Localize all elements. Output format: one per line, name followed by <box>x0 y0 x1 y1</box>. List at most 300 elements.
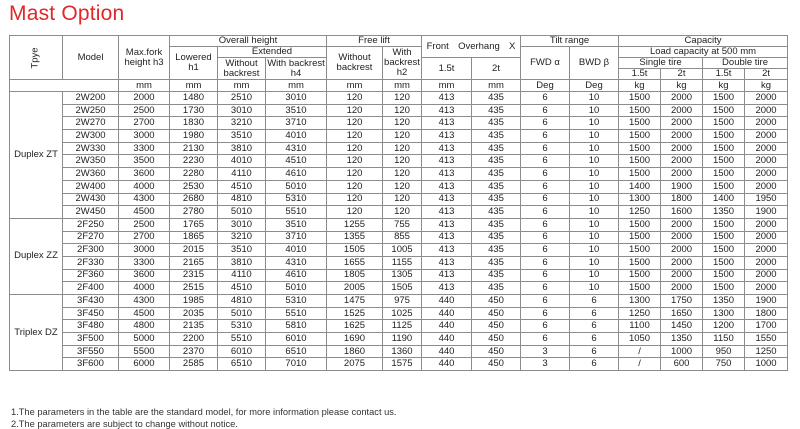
table-cell: 1500 <box>703 218 745 231</box>
table-cell: 1650 <box>661 307 703 320</box>
table-cell: 440 <box>422 333 472 346</box>
table-cell: 4510 <box>218 282 266 295</box>
table-cell: 2000 <box>745 104 788 117</box>
lowered-header: Lowered h1 <box>170 47 218 80</box>
table-cell: 1980 <box>170 130 218 143</box>
table-cell: 1500 <box>703 130 745 143</box>
table-cell: 1000 <box>745 358 788 371</box>
table-row <box>10 206 788 219</box>
table-row <box>10 193 788 206</box>
note-1: 1.The parameters in the table are the standard model, for more information please contact us. <box>11 407 397 417</box>
table-cell: 3510 <box>218 130 266 143</box>
table-cell: 6 <box>521 320 570 333</box>
table-cell: 6 <box>521 231 570 244</box>
table-cell: 450 <box>472 358 521 371</box>
table-cell: 6 <box>570 333 619 346</box>
table-cell: 435 <box>472 168 521 181</box>
table-cell: 6 <box>570 295 619 308</box>
table-cell: 2315 <box>170 269 218 282</box>
table-cell: 2370 <box>170 345 218 358</box>
table-cell: / <box>619 358 661 371</box>
free-lift-header: Free lift <box>327 36 422 47</box>
unit-cell: kg <box>745 80 788 92</box>
table-cell: 1500 <box>619 231 661 244</box>
table-cell: 2000 <box>661 104 703 117</box>
table-cell: 3300 <box>119 142 170 155</box>
table-cell: 10 <box>570 244 619 257</box>
table-cell: 413 <box>422 256 472 269</box>
cap-single-15t-header: 1.5t <box>619 69 661 80</box>
table-cell: 4810 <box>218 193 266 206</box>
table-cell: 6510 <box>266 345 327 358</box>
table-cell: 120 <box>327 168 383 181</box>
group-label: Triplex DZ <box>10 295 63 371</box>
table-cell: 2700 <box>119 117 170 130</box>
unit-cell: mm <box>472 80 521 92</box>
unit-cell: mm <box>218 80 266 92</box>
table-cell: 1500 <box>703 231 745 244</box>
table-cell: 5510 <box>266 206 327 219</box>
table-cell: 1900 <box>745 206 788 219</box>
table-cell: 1500 <box>703 117 745 130</box>
table-cell: 450 <box>472 320 521 333</box>
table-cell: 2000 <box>661 142 703 155</box>
table-cell: 2000 <box>745 269 788 282</box>
table-cell: 6000 <box>119 358 170 371</box>
table-cell: 2000 <box>661 282 703 295</box>
table-cell: 120 <box>327 130 383 143</box>
table-cell: 2000 <box>661 130 703 143</box>
table-cell: 2200 <box>170 333 218 346</box>
table-cell: / <box>619 345 661 358</box>
table-cell: 1750 <box>661 295 703 308</box>
table-cell: 435 <box>472 130 521 143</box>
table-cell: 450 <box>472 307 521 320</box>
extended-header: Extended <box>218 47 327 58</box>
table-cell: 435 <box>472 180 521 193</box>
table-cell: 10 <box>570 168 619 181</box>
table-cell: 6 <box>521 117 570 130</box>
table-cell: 1625 <box>327 320 383 333</box>
table-cell: 10 <box>570 117 619 130</box>
table-cell: 450 <box>472 345 521 358</box>
table-cell: 120 <box>383 130 422 143</box>
table-cell: 10 <box>570 269 619 282</box>
table-cell: 6 <box>521 206 570 219</box>
table-cell: 2135 <box>170 320 218 333</box>
table-cell: 1025 <box>383 307 422 320</box>
table-cell: 5510 <box>266 307 327 320</box>
table-cell: 3510 <box>218 244 266 257</box>
table-cell: 5310 <box>266 193 327 206</box>
table-cell: 2000 <box>661 168 703 181</box>
table-cell: 1500 <box>619 282 661 295</box>
table-cell: 120 <box>327 206 383 219</box>
table-cell: 1500 <box>703 142 745 155</box>
model-cell: 3F480 <box>63 320 119 333</box>
table-cell: 4510 <box>266 155 327 168</box>
table-cell: 120 <box>327 92 383 105</box>
table-cell: 10 <box>570 206 619 219</box>
table-cell: 1500 <box>619 130 661 143</box>
table-cell: 120 <box>327 193 383 206</box>
table-cell: 2000 <box>745 244 788 257</box>
table-cell: 413 <box>422 117 472 130</box>
table-cell: 600 <box>661 358 703 371</box>
table-cell: 10 <box>570 142 619 155</box>
table-cell: 1350 <box>703 295 745 308</box>
max-fork-height-header: Max.fork height h3 <box>119 36 170 80</box>
table-cell: 6 <box>521 130 570 143</box>
table-cell: 10 <box>570 218 619 231</box>
table-cell: 2585 <box>170 358 218 371</box>
table-cell: 5310 <box>266 295 327 308</box>
table-cell: 2000 <box>745 231 788 244</box>
table-cell: 1155 <box>383 256 422 269</box>
table-cell: 413 <box>422 104 472 117</box>
table-row <box>10 231 788 244</box>
table-cell: 6 <box>521 269 570 282</box>
table-cell: 3600 <box>119 269 170 282</box>
table-cell: 440 <box>422 345 472 358</box>
table-cell: 855 <box>383 231 422 244</box>
table-cell: 4510 <box>218 180 266 193</box>
table-cell: 435 <box>472 142 521 155</box>
group-label: Duplex ZT <box>10 92 63 219</box>
table-cell: 413 <box>422 168 472 181</box>
table-cell: 2780 <box>170 206 218 219</box>
table-cell: 120 <box>383 168 422 181</box>
table-cell: 4800 <box>119 320 170 333</box>
table-cell: 1125 <box>383 320 422 333</box>
table-cell: 10 <box>570 282 619 295</box>
table-cell: 1505 <box>383 282 422 295</box>
table-cell: 3 <box>521 345 570 358</box>
table-cell: 2000 <box>661 244 703 257</box>
model-cell: 2F250 <box>63 218 119 231</box>
table-cell: 3210 <box>218 231 266 244</box>
table-cell: 1865 <box>170 231 218 244</box>
table-cell: 2000 <box>745 180 788 193</box>
table-cell: 7010 <box>266 358 327 371</box>
table-cell: 1600 <box>661 206 703 219</box>
table-cell: 413 <box>422 155 472 168</box>
table-cell: 413 <box>422 130 472 143</box>
table-row <box>10 358 788 371</box>
table-cell: 1730 <box>170 104 218 117</box>
table-cell: 1500 <box>703 256 745 269</box>
table-cell: 120 <box>327 180 383 193</box>
table-cell: 2000 <box>661 231 703 244</box>
model-cell: 2W330 <box>63 142 119 155</box>
table-cell: 4310 <box>266 256 327 269</box>
model-cell: 2W200 <box>63 92 119 105</box>
table-cell: 6 <box>570 345 619 358</box>
table-row <box>10 295 788 308</box>
table-cell: 413 <box>422 206 472 219</box>
table-cell: 435 <box>472 155 521 168</box>
model-cell: 2W350 <box>63 155 119 168</box>
table-cell: 2000 <box>661 92 703 105</box>
table-row <box>10 244 788 257</box>
table-cell: 4300 <box>119 193 170 206</box>
table-row <box>10 345 788 358</box>
table-cell: 435 <box>472 92 521 105</box>
overhang-15t-header: 1.5t <box>422 58 472 80</box>
unit-cell: kg <box>661 80 703 92</box>
table-cell: 10 <box>570 256 619 269</box>
table-cell: 2000 <box>745 117 788 130</box>
table-row <box>10 256 788 269</box>
table-cell: 5500 <box>119 345 170 358</box>
table-cell: 2075 <box>327 358 383 371</box>
group-label: Duplex ZZ <box>10 218 63 294</box>
table-cell: 120 <box>327 117 383 130</box>
table-cell: 1575 <box>383 358 422 371</box>
free-lift-with-backrest-header: With backrest h2 <box>384 47 420 78</box>
tilt-range-header: Tilt range <box>521 36 619 47</box>
mast-option-table <box>9 35 788 371</box>
table-cell: 750 <box>703 358 745 371</box>
table-cell: 435 <box>472 269 521 282</box>
unit-blank <box>10 80 119 92</box>
table-cell: 950 <box>703 345 745 358</box>
cap-single-2t-header: 2t <box>661 69 703 80</box>
table-cell: 5310 <box>218 320 266 333</box>
table-cell: 1000 <box>661 345 703 358</box>
table-cell: 6 <box>521 307 570 320</box>
table-cell: 413 <box>422 269 472 282</box>
table-cell: 4310 <box>266 142 327 155</box>
table-cell: 1500 <box>703 155 745 168</box>
table-cell: 10 <box>570 92 619 105</box>
table-cell: 1500 <box>703 244 745 257</box>
table-cell: 2000 <box>745 282 788 295</box>
bwd-header: BWD β <box>570 47 619 80</box>
table-cell: 1500 <box>619 142 661 155</box>
load-capacity-header: Load capacity at 500 mm <box>619 47 788 58</box>
table-cell: 5510 <box>218 333 266 346</box>
table-cell: 435 <box>472 256 521 269</box>
table-cell: 1500 <box>703 282 745 295</box>
table-cell: 435 <box>472 282 521 295</box>
table-cell: 1500 <box>703 180 745 193</box>
table-cell: 755 <box>383 218 422 231</box>
table-cell: 4810 <box>218 295 266 308</box>
table-cell: 435 <box>472 206 521 219</box>
unit-cell: mm <box>383 80 422 92</box>
table-cell: 4300 <box>119 295 170 308</box>
overall-height-header: Overall height <box>170 36 327 47</box>
table-cell: 2000 <box>745 256 788 269</box>
unit-cell: Deg <box>521 80 570 92</box>
table-cell: 10 <box>570 180 619 193</box>
table-cell: 2130 <box>170 142 218 155</box>
table-cell: 3510 <box>266 104 327 117</box>
table-cell: 6 <box>521 92 570 105</box>
table-cell: 4610 <box>266 269 327 282</box>
table-cell: 1475 <box>327 295 383 308</box>
table-cell: 435 <box>472 193 521 206</box>
table-cell: 440 <box>422 295 472 308</box>
table-cell: 413 <box>422 142 472 155</box>
table-cell: 5000 <box>119 333 170 346</box>
table-cell: 120 <box>383 206 422 219</box>
table-row <box>10 130 788 143</box>
unit-cell: mm <box>422 80 472 92</box>
table-cell: 10 <box>570 155 619 168</box>
table-cell: 2035 <box>170 307 218 320</box>
table-cell: 4500 <box>119 307 170 320</box>
table-cell: 1350 <box>703 206 745 219</box>
table-cell: 1830 <box>170 117 218 130</box>
table-cell: 120 <box>383 193 422 206</box>
model-cell: 3F550 <box>63 345 119 358</box>
table-cell: 3010 <box>266 92 327 105</box>
table-cell: 4500 <box>119 206 170 219</box>
table-cell: 3810 <box>218 256 266 269</box>
table-cell: 413 <box>422 92 472 105</box>
table-cell: 413 <box>422 218 472 231</box>
overhang-2t-header: 2t <box>472 58 521 80</box>
table-cell: 120 <box>383 142 422 155</box>
table-cell: 6 <box>521 295 570 308</box>
table-row <box>10 333 788 346</box>
table-cell: 1355 <box>327 231 383 244</box>
table-cell: 6 <box>521 155 570 168</box>
table-cell: 2000 <box>745 155 788 168</box>
table-cell: 1950 <box>745 193 788 206</box>
note-2: 2.The parameters are subject to change without notice. <box>11 419 238 429</box>
table-cell: 120 <box>327 104 383 117</box>
double-tire-header: Double tire <box>703 58 788 69</box>
table-row <box>10 117 788 130</box>
table-cell: 2000 <box>745 142 788 155</box>
table-cell: 6 <box>521 180 570 193</box>
table-cell: 1250 <box>619 307 661 320</box>
unit-cell: kg <box>703 80 745 92</box>
table-cell: 450 <box>472 333 521 346</box>
table-row <box>10 92 788 105</box>
table-cell: 1350 <box>661 333 703 346</box>
table-cell: 10 <box>570 130 619 143</box>
table-cell: 120 <box>383 92 422 105</box>
table-cell: 440 <box>422 307 472 320</box>
table-cell: 10 <box>570 193 619 206</box>
table-cell: 5010 <box>266 180 327 193</box>
cap-double-2t-header: 2t <box>745 69 788 80</box>
table-cell: 2015 <box>170 244 218 257</box>
table-row <box>10 168 788 181</box>
table-cell: 1550 <box>745 333 788 346</box>
table-cell: 1250 <box>619 206 661 219</box>
table-cell: 1500 <box>619 92 661 105</box>
table-cell: 120 <box>383 117 422 130</box>
table-cell: 10 <box>570 231 619 244</box>
table-cell: 6 <box>521 142 570 155</box>
unit-cell: mm <box>327 80 383 92</box>
table-cell: 1480 <box>170 92 218 105</box>
unit-cell: Deg <box>570 80 619 92</box>
table-cell: 413 <box>422 282 472 295</box>
table-cell: 435 <box>472 244 521 257</box>
table-cell: 1500 <box>619 117 661 130</box>
table-cell: 2230 <box>170 155 218 168</box>
table-cell: 1805 <box>327 269 383 282</box>
table-cell: 1525 <box>327 307 383 320</box>
table-cell: 4000 <box>119 282 170 295</box>
table-cell: 120 <box>383 155 422 168</box>
cap-double-15t-header: 1.5t <box>703 69 745 80</box>
free-lift-without-backrest-header: Without backrest <box>327 47 383 80</box>
table-row <box>10 104 788 117</box>
table-cell: 6 <box>521 168 570 181</box>
table-cell: 2000 <box>661 117 703 130</box>
table-cell: 6010 <box>218 345 266 358</box>
capacity-header: Capacity <box>619 36 788 47</box>
table-cell: 1050 <box>619 333 661 346</box>
table-cell: 4010 <box>218 155 266 168</box>
table-cell: 1500 <box>619 269 661 282</box>
table-cell: 1500 <box>703 92 745 105</box>
page-title: Mast Option <box>9 2 125 25</box>
table-cell: 3000 <box>119 244 170 257</box>
table-cell: 6 <box>570 358 619 371</box>
table-cell: 120 <box>383 180 422 193</box>
table-row <box>10 269 788 282</box>
table-cell: 6 <box>521 333 570 346</box>
table-row <box>10 282 788 295</box>
unit-cell: mm <box>170 80 218 92</box>
model-header: Model <box>63 36 119 80</box>
table-row <box>10 142 788 155</box>
table-cell: 413 <box>422 180 472 193</box>
table-cell: 1100 <box>619 320 661 333</box>
model-cell: 3F450 <box>63 307 119 320</box>
table-cell: 1690 <box>327 333 383 346</box>
table-row <box>10 218 788 231</box>
table-cell: 975 <box>383 295 422 308</box>
table-cell: 435 <box>472 231 521 244</box>
table-cell: 3510 <box>266 218 327 231</box>
table-cell: 1250 <box>745 345 788 358</box>
table-cell: 6 <box>521 282 570 295</box>
table-cell: 3210 <box>218 117 266 130</box>
table-cell: 1400 <box>619 180 661 193</box>
type-header: Tpye <box>10 36 63 80</box>
table-cell: 1305 <box>383 269 422 282</box>
table-cell: 2000 <box>745 168 788 181</box>
table-cell: 2510 <box>218 92 266 105</box>
table-cell: 2680 <box>170 193 218 206</box>
table-cell: 2000 <box>119 92 170 105</box>
table-cell: 120 <box>327 142 383 155</box>
single-tire-header: Single tire <box>619 58 703 69</box>
table-cell: 6510 <box>218 358 266 371</box>
model-cell: 2F360 <box>63 269 119 282</box>
table-cell: 1500 <box>619 244 661 257</box>
table-cell: 1800 <box>661 193 703 206</box>
table-cell: 6010 <box>266 333 327 346</box>
unit-cell: mm <box>266 80 327 92</box>
table-cell: 1500 <box>619 256 661 269</box>
table-cell: 3810 <box>218 142 266 155</box>
table-cell: 1985 <box>170 295 218 308</box>
front-overhang-header: Front Overhang X <box>422 36 521 58</box>
table-cell: 6 <box>570 320 619 333</box>
table-cell: 1360 <box>383 345 422 358</box>
table-cell: 4010 <box>266 130 327 143</box>
